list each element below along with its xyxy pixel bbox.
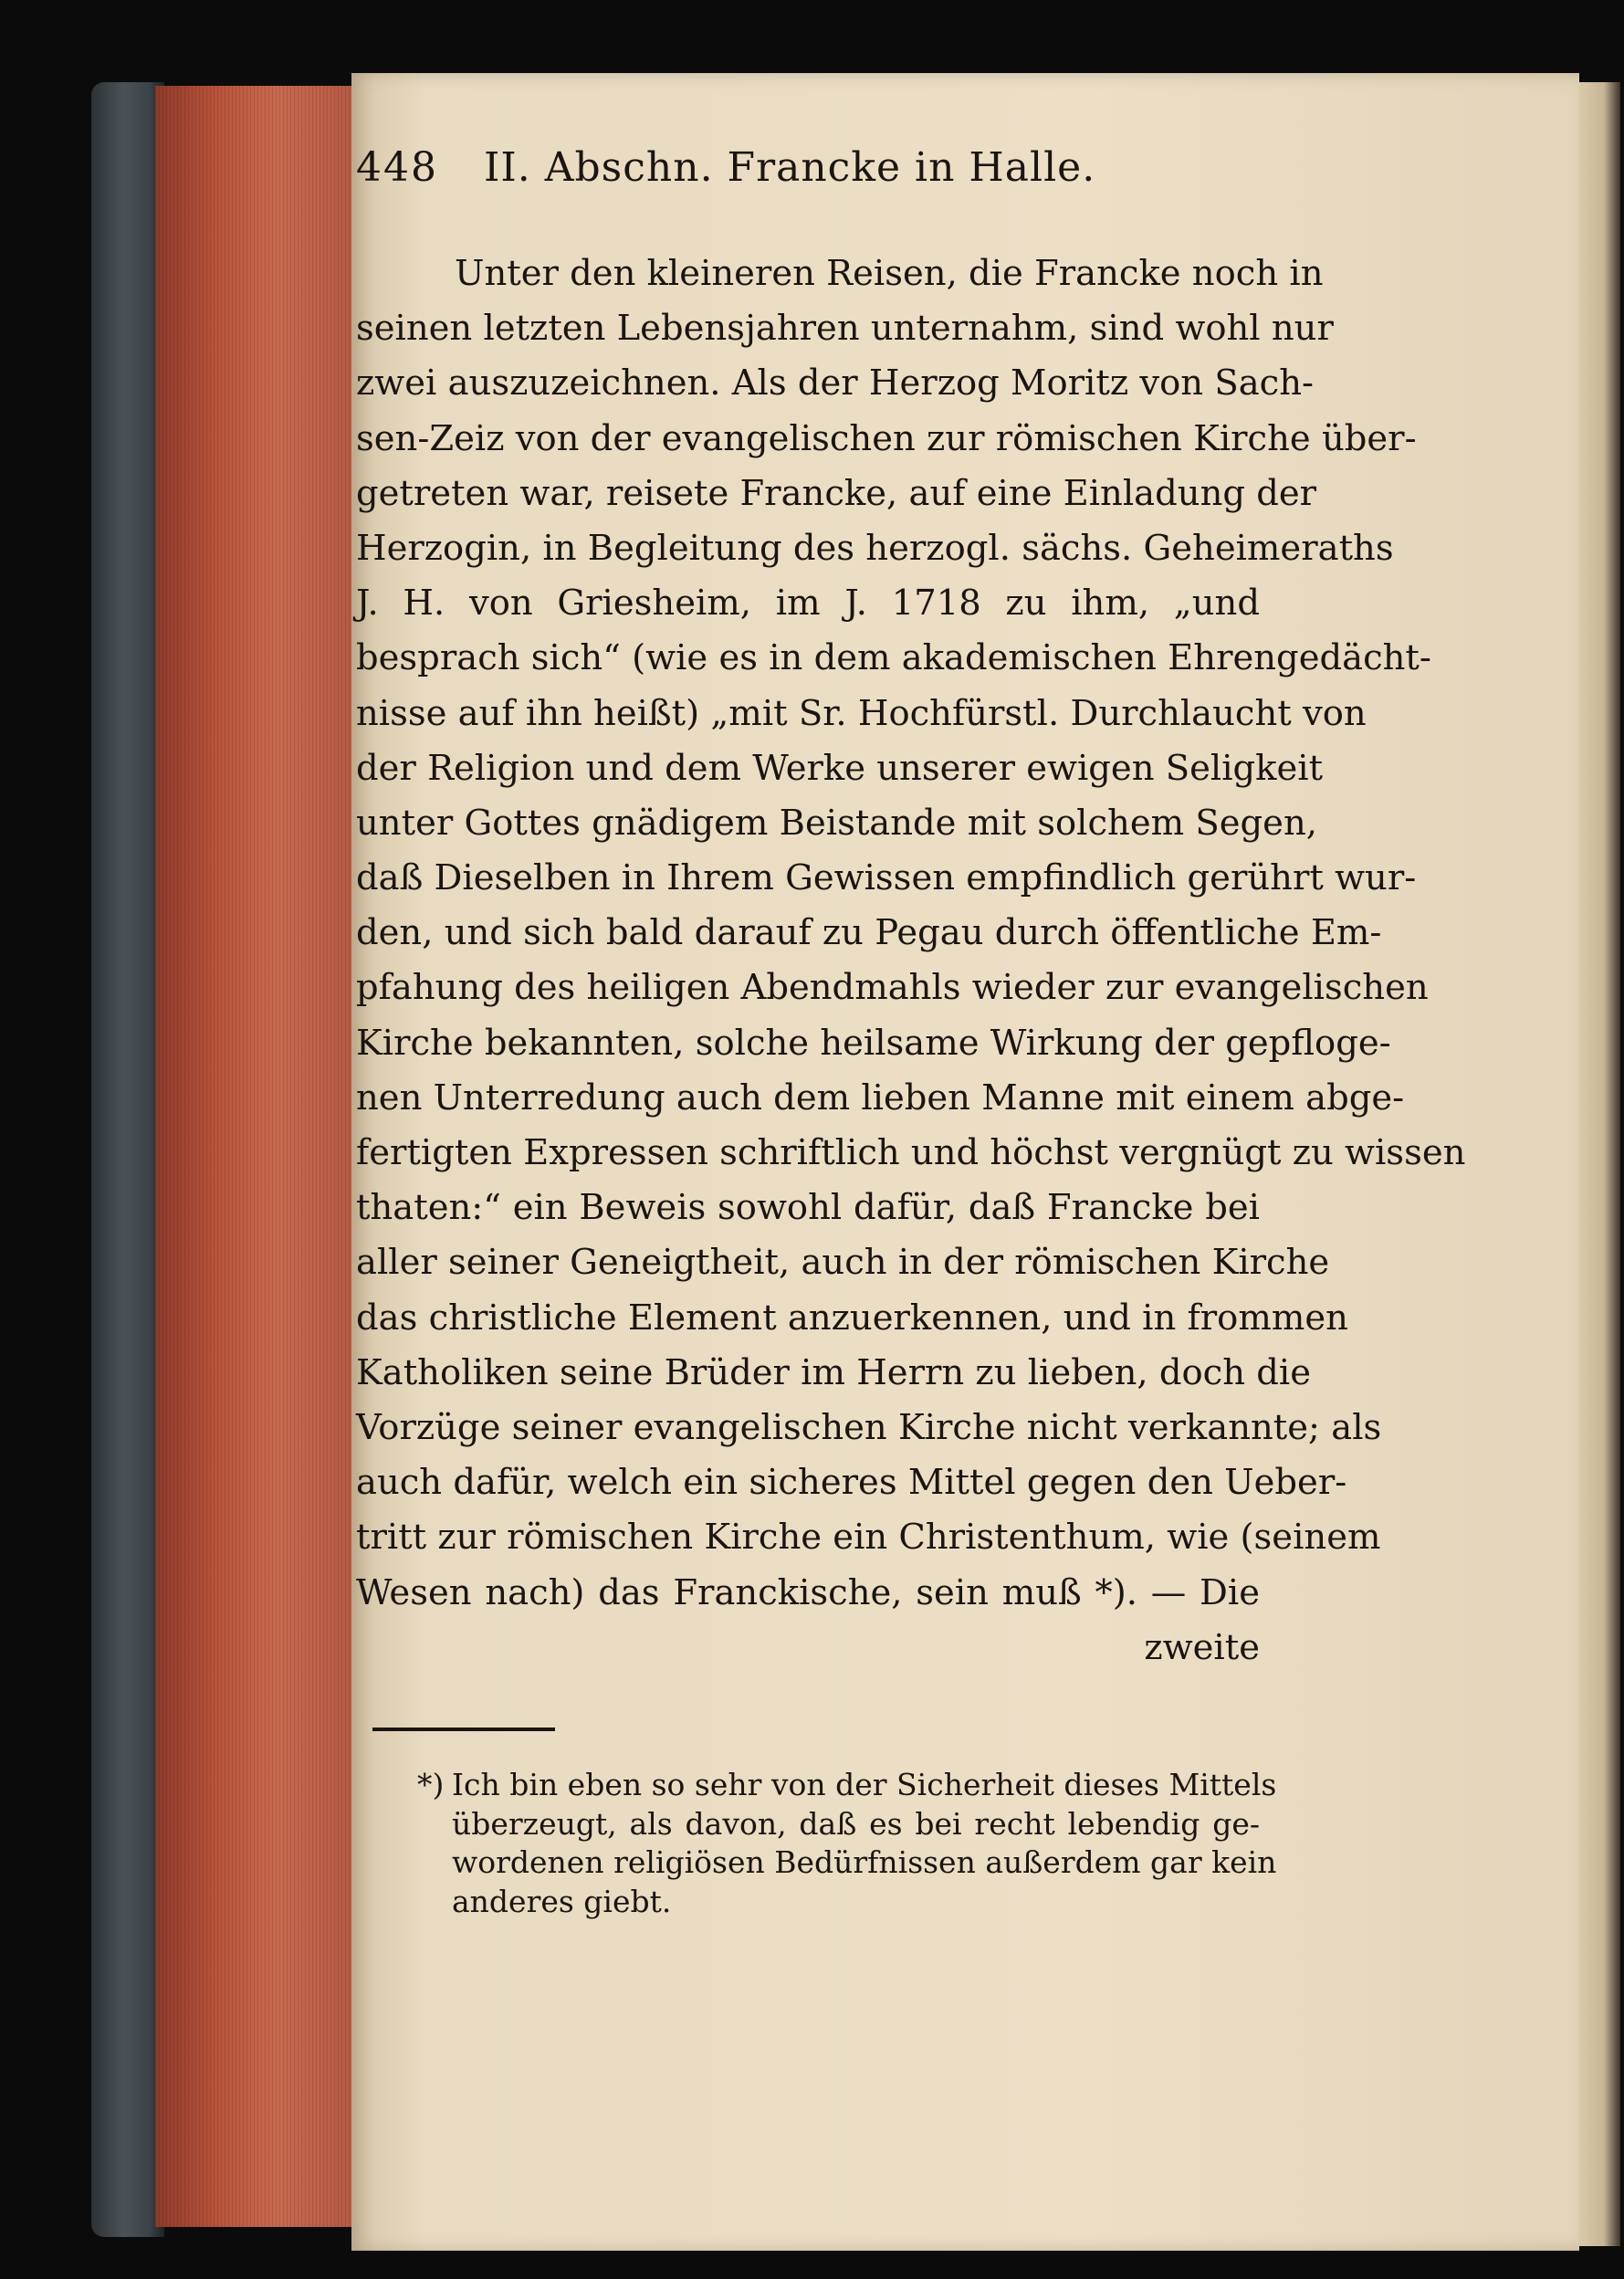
page-edges-red (155, 86, 356, 2227)
text-line: zwei auszuzeichnen. Als der Herzog Moritz von Sach- (356, 362, 1315, 404)
text-line: pfahung des heiligen Abendmahls wieder zur evangelischen (356, 967, 1429, 1009)
text-line: unter Gottes gnädigem Beistande mit solchem Segen, (356, 802, 1317, 844)
text-line: der Religion und dem Werke unserer ewigen Seligkeit (356, 747, 1324, 789)
footnote (417, 1766, 1277, 1921)
text-line: daß Dieselben in Ihrem Gewissen empfindlich gerührt wur- (356, 857, 1417, 899)
text-line: Wesen nach) das Franckische, sein muß *). — Die (356, 1571, 1260, 1613)
text-line: tritt zur römischen Kirche ein Christenthum, wie (seinem (356, 1517, 1381, 1559)
footnote-divider (372, 1728, 555, 1731)
footnote-line: anderes giebt. (452, 1883, 672, 1919)
page-number: 448 (356, 144, 438, 191)
page-content (356, 137, 1483, 2146)
book-cover-spine (91, 82, 164, 2237)
text-line: den, und sich bald darauf zu Pegau durch öffentliche Em- (356, 912, 1382, 954)
page-gutter (1579, 82, 1620, 2246)
text-line: besprach sich“ (wie es in dem akademischen Ehrengedächt- (356, 637, 1431, 679)
text-line: seinen letzten Lebensjahren unternahm, sind wohl nur (356, 308, 1334, 350)
text-line: getreten war, reisete Francke, auf eine Einladung der (356, 472, 1317, 514)
text-line: aller seiner Geneigtheit, auch in der römischen Kirche (356, 1242, 1330, 1284)
text-line: auch dafür, welch ein sicheres Mittel gegen den Ueber- (356, 1462, 1347, 1504)
text-line: fertigten Expressen schriftlich und höchst vergnügt zu wissen (356, 1132, 1466, 1173)
text-line: Katholiken seine Brüder im Herrn zu lieben, doch die (356, 1351, 1312, 1393)
footnote-line: wordenen religiösen Bedürfnissen außerdem gar kein (452, 1844, 1277, 1880)
catchword: zweite (1144, 1626, 1260, 1668)
text-line: thaten:“ ein Beweis sowohl dafür, daß Francke bei (356, 1187, 1260, 1229)
text-line: nen Unterredung auch dem lieben Manne mit einem abge- (356, 1076, 1405, 1118)
text-line: Vorzüge seiner evangelischen Kirche nicht verkannte; als (356, 1406, 1382, 1448)
running-header (356, 137, 1483, 210)
text-line: Unter den kleineren Reisen, die Francke noch in (455, 253, 1324, 294)
text-line: Kirche bekannten, solche heilsame Wirkung der gepfloge- (356, 1022, 1391, 1064)
text-line: sen-Zeiz von der evangelischen zur römischen Kirche über- (356, 417, 1417, 459)
footnote-line: Ich bin eben so sehr von der Sicherheit dieses Mittels (452, 1767, 1277, 1802)
running-title: II. Abschn. Francke in Halle. (484, 144, 1096, 191)
footnote-mark: *) (417, 1767, 445, 1802)
text-line: J. H. von Griesheim, im J. 1718 zu ihm, „und (356, 583, 1260, 625)
text-line: nisse auf ihn heißt) „mit Sr. Hochfürstl. Durchlaucht von (356, 692, 1367, 734)
footnote-line: überzeugt, als davon, daß es bei recht lebendig ge- (452, 1805, 1260, 1842)
body-text (356, 247, 1466, 1675)
text-line: das christliche Element anzuerkennen, und in frommen (356, 1297, 1348, 1339)
text-line: Herzogin, in Begleitung des herzogl. sächs. Geheimeraths (356, 527, 1394, 569)
